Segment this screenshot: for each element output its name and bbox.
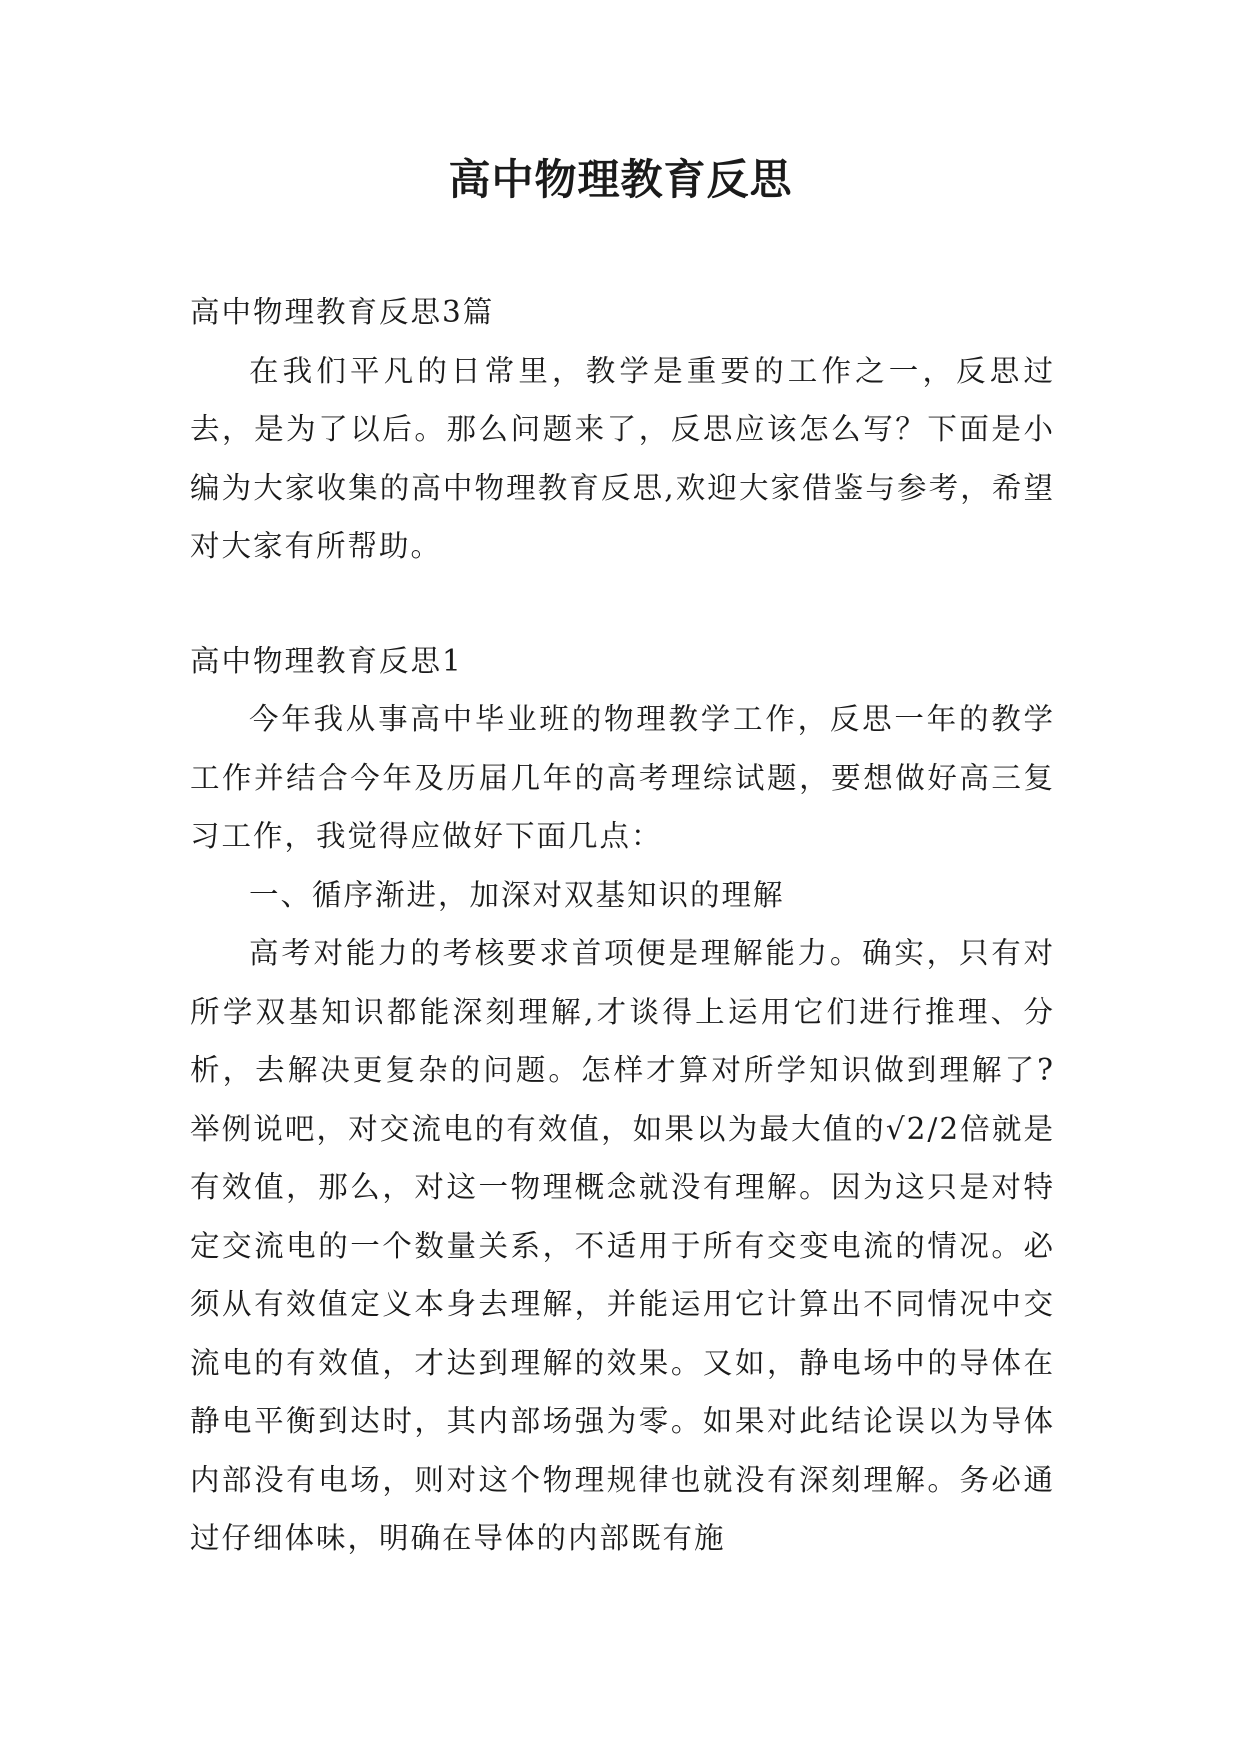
- section1-point-1: 一、循序渐进，加深对双基知识的理解: [249, 877, 785, 912]
- section1-heading: 高中物理教育反思1: [190, 643, 463, 678]
- intro-heading: 高中物理教育反思3篇: [190, 295, 495, 329]
- document-body: [190, 283, 1055, 1568]
- document-title: 高中物理教育反思: [448, 155, 793, 204]
- paragraph-gap: [190, 576, 1055, 632]
- section1-paragraph-1: 今年我从事高中毕业班的物理教学工作，反思一年的教学工作并结合今年及历届几年的高考理综试题，要想做好高三复习工作，我觉得应做好下面几点：: [190, 702, 1055, 853]
- intro-paragraph: 在我们平凡的日常里，教学是重要的工作之一，反思过去，是为了以后。那么问题来了，反思应该怎么写？下面是小编为大家收集的高中物理教育反思,欢迎大家借鉴与参考，希望对大家有所帮助。: [190, 353, 1055, 563]
- section1-paragraph-2: 高考对能力的考核要求首项便是理解能力。确实，只有对所学双基知识都能深刻理解,才谈得上运用它们进行推理、分析，去解决更复杂的问题。怎样才算对所学知识做到理解了?举例说吧，对交流电的有效值，如果以为最大值的√2/2倍就是有效值，那么，对这一物理概念就没有理解。因为这只是对特定交流电的一个数量关系，不适用于所有交变电流的情况。必须从有效值定义本身去理解，并能运用它计算出不同情况中交流电的有效值，才达到理解的效果。又如，静电场中的导体在静电平衡到达时，其内部场强为零。如果对此结论误以为导体内部没有电场，则对这个物理规律也就没有深刻理解。务必通过仔细体味，明确在导体的内部既有施: [190, 936, 1055, 1555]
